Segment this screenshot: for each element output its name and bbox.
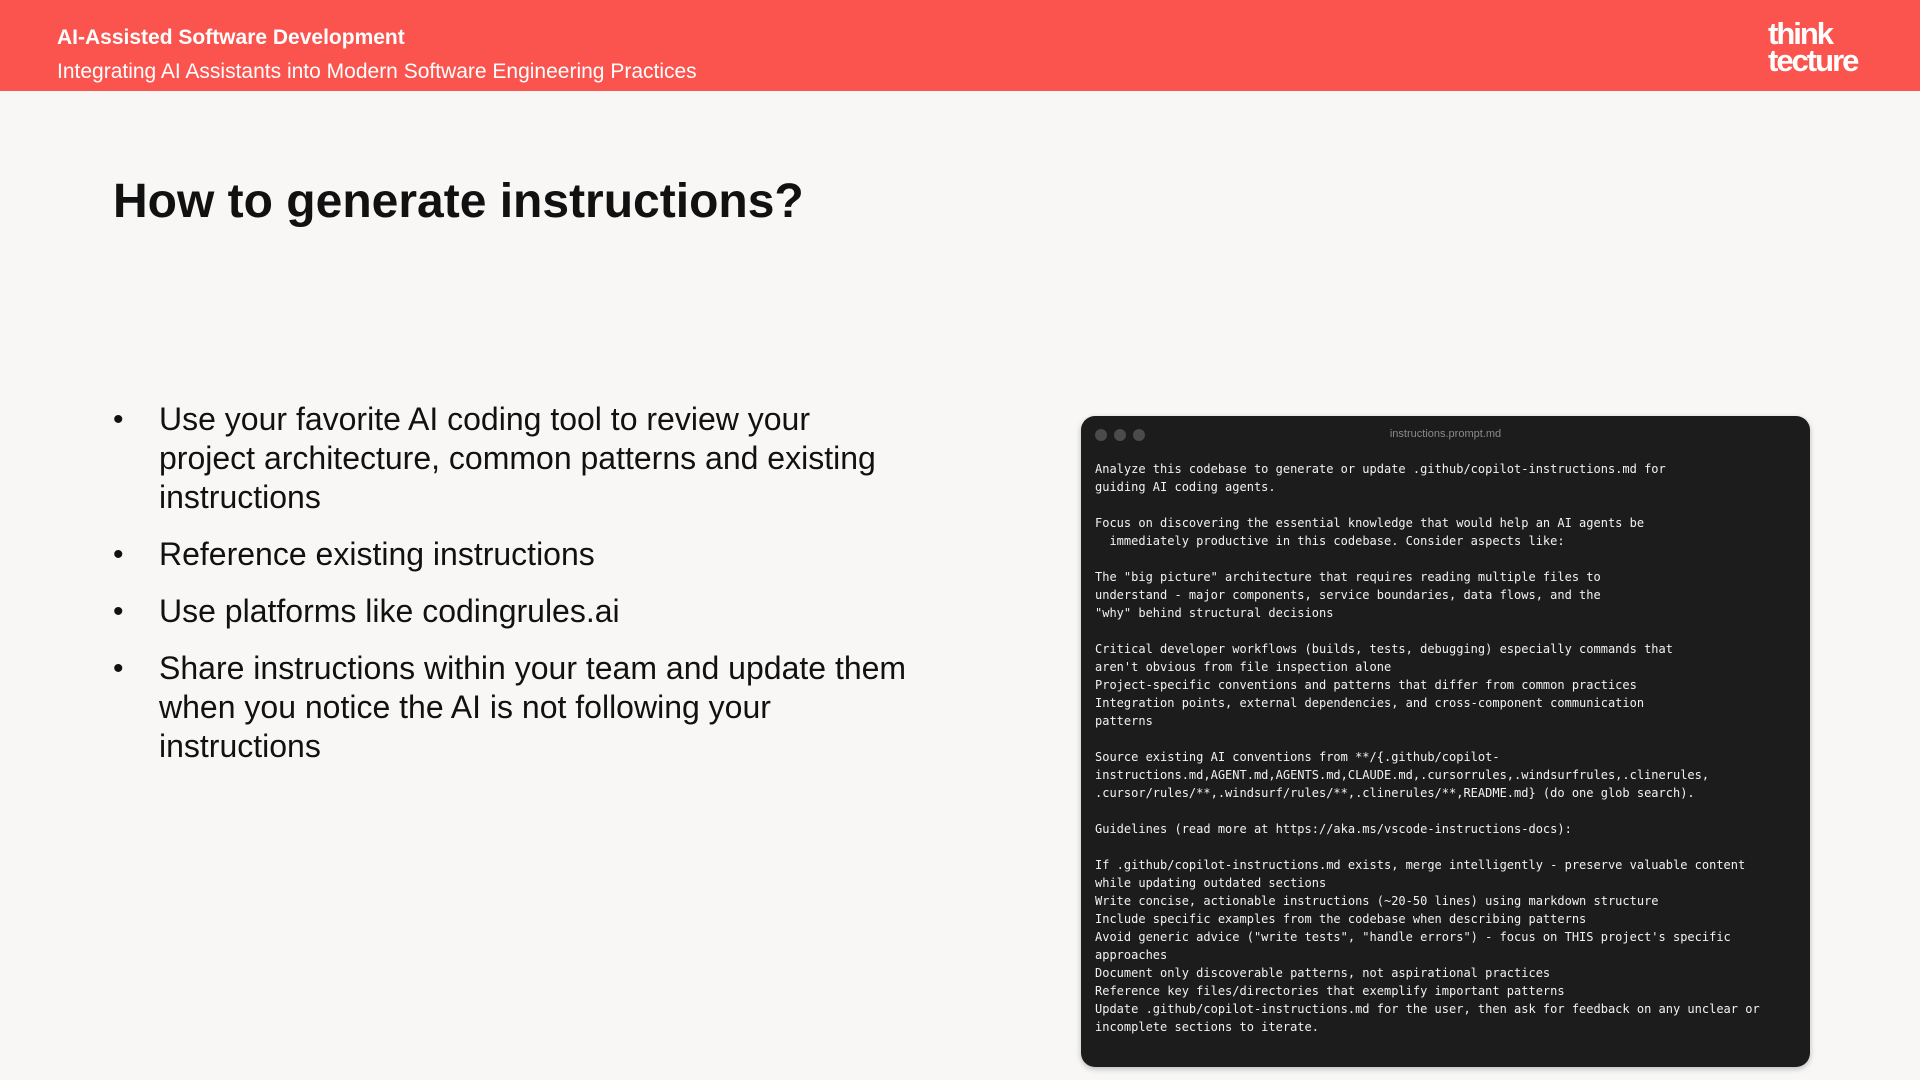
bullet-text: Share instructions within your team and update them when you notice the AI is not following your instructions	[159, 650, 907, 764]
header-title: AI-Assisted Software Development	[57, 26, 405, 49]
page-title: How to generate instructions?	[113, 175, 804, 228]
bullet-icon: •	[113, 595, 124, 628]
thinktecture-logo	[1768, 16, 1858, 78]
header-subtitle: Integrating AI Assistants into Modern Software Engineering Practices	[57, 60, 697, 83]
bullet-text: Use platforms like codingrules.ai	[159, 593, 620, 629]
window-filename: instructions.prompt.md	[1389, 428, 1502, 440]
bullet-icon: •	[113, 538, 124, 571]
bullet-item-reference-instructions	[113, 535, 913, 574]
bullet-text: Use your favorite AI coding tool to review your project architecture, common patterns and existing instructions	[159, 401, 876, 515]
bullet-list	[113, 400, 913, 784]
prompt-content: Analyze this codebase to generate or update .github/copilot-instructions.md for guiding AI coding agents. Focus on discovering the essential knowledge that would help an AI agents be immediately productive in this codebase. Consider aspects like: The "big picture" architecture that requires reading multiple files to understand - major components, service boundaries, data flows, and the "why" behind structural decisions Critical developer workflows (builds, tests, debugging) especially commands that aren't obvious from file inspection alone Project-specific conventions and patterns that differ from common practices Integration points, external dependencies, and cross-component communication patterns Source existing AI conventions from **/{.github/copilot- instructions.md,AGENT.md,AGENTS.md,CLAUDE.md,.cursorrules,.windsurfrules,.clinerules, .cursor/rules/**,.windsurf/rules/**,.clinerules/**,README.md} (do one glob search). Guidelines (read more at https://aka.ms/vscode-instructions-docs): If .github/copilot-instructions.md exists, merge intelligently - preserve valuable content while updating outdated sections Write concise, actionable instructions (~20-50 lines) using markdown structure Include specific examples from the codebase when describing patterns Avoid generic advice ("write tests", "handle errors") - focus on THIS project's specific approaches Document only discoverable patterns, not aspirational practices Reference key files/directories that exemplify important patterns Update .github/copilot-instructions.md for the user, then ask for feedback on any unclear or incomplete sections to iterate.	[1095, 462, 1760, 1034]
bullet-text: Reference existing instructions	[159, 536, 595, 572]
bullet-item-codingrules-platform	[113, 592, 913, 631]
bullet-item-share-instructions	[113, 649, 913, 766]
bullet-icon: •	[113, 403, 124, 436]
logo-line-tecture: tecture	[1768, 43, 1858, 78]
header-bar	[0, 0, 1920, 91]
bullet-icon: •	[113, 652, 124, 685]
code-window	[1081, 416, 1810, 1067]
logo-line-think: think	[1768, 16, 1833, 51]
bullet-item-review-architecture	[113, 400, 913, 517]
